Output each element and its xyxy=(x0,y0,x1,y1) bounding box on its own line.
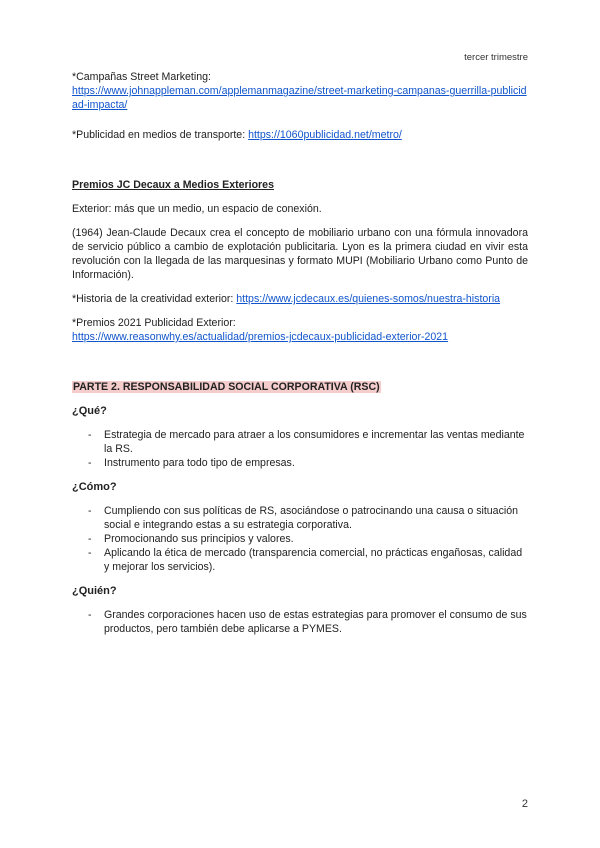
history-ref xyxy=(72,292,528,306)
jc-decaux-paragraph: (1964) Jean-Claude Decaux crea el concepto de mobiliario urbano con una fórmula innovadora de servicio público a cambio de explotación publicitaria. Lyon es la primera ciudad en vivir esta revolución con la llegada de las marquesinas y formato MUPI (Mobiliario Urbano como Punto de Información). xyxy=(72,227,528,281)
awards-label: *Premios 2021 Publicidad Exterior: xyxy=(72,317,236,329)
history-link[interactable]: https://www.jcdecaux.es/quienes-somos/nuestra-historia xyxy=(236,293,501,305)
page-number: 2 xyxy=(521,798,528,810)
rsc-section-title: PARTE 2. RESPONSABILIDAD SOCIAL CORPORATIVA (RSC) xyxy=(73,381,380,393)
street-marketing-link[interactable]: https://www.johnappleman.com/applemanmagazine/street-marketing-campanas-guerrilla-publicidad-impacta/ xyxy=(72,85,527,111)
jc-decaux-tagline: Exterior: más que un medio, un espacio de conexión. xyxy=(72,203,322,215)
list-item: - Grandes corporaciones hacen uso de estas estrategias para promover el consumo de sus productos, pero también debe aplicarse a PYMES. xyxy=(72,608,528,636)
header-trimester: tercer trimestre xyxy=(464,52,528,63)
list-item: - Cumpliendo con sus políticas de RS, asociándose o patrocinando una causa o situación social e integrando estas a su estrategia corporativa. xyxy=(72,504,528,532)
history-label: *Historia de la creatividad exterior: xyxy=(72,293,237,305)
como-list xyxy=(72,504,528,574)
como-heading: ¿Cómo? xyxy=(72,481,117,493)
list-item: - Aplicando la ética de mercado (transparencia comercial, no prácticas engañosas, calidad y mejorar los servicios). xyxy=(72,546,528,574)
quien-list xyxy=(72,608,528,636)
jc-decaux-title: Premios JC Decaux a Medios Exteriores xyxy=(72,179,274,191)
list-item: - Instrumento para todo tipo de empresas. xyxy=(72,456,528,470)
transport-ref xyxy=(72,128,528,142)
street-marketing-label: *Campañas Street Marketing: xyxy=(72,71,211,83)
page-content xyxy=(72,70,528,636)
transport-link[interactable]: https://1060publicidad.net/metro/ xyxy=(248,129,402,141)
que-list xyxy=(72,428,528,470)
quien-heading: ¿Quién? xyxy=(72,585,117,597)
list-item: - Estrategia de mercado para atraer a los consumidores e incrementar las ventas mediante la RS. xyxy=(72,428,528,456)
awards-link[interactable]: https://www.reasonwhy.es/actualidad/premios-jcdecaux-publicidad-exterior-2021 xyxy=(72,331,449,343)
que-heading: ¿Qué? xyxy=(72,405,107,417)
list-item: - Promocionando sus principios y valores. xyxy=(72,532,528,546)
transport-label: *Publicidad en medios de transporte: xyxy=(72,129,249,141)
